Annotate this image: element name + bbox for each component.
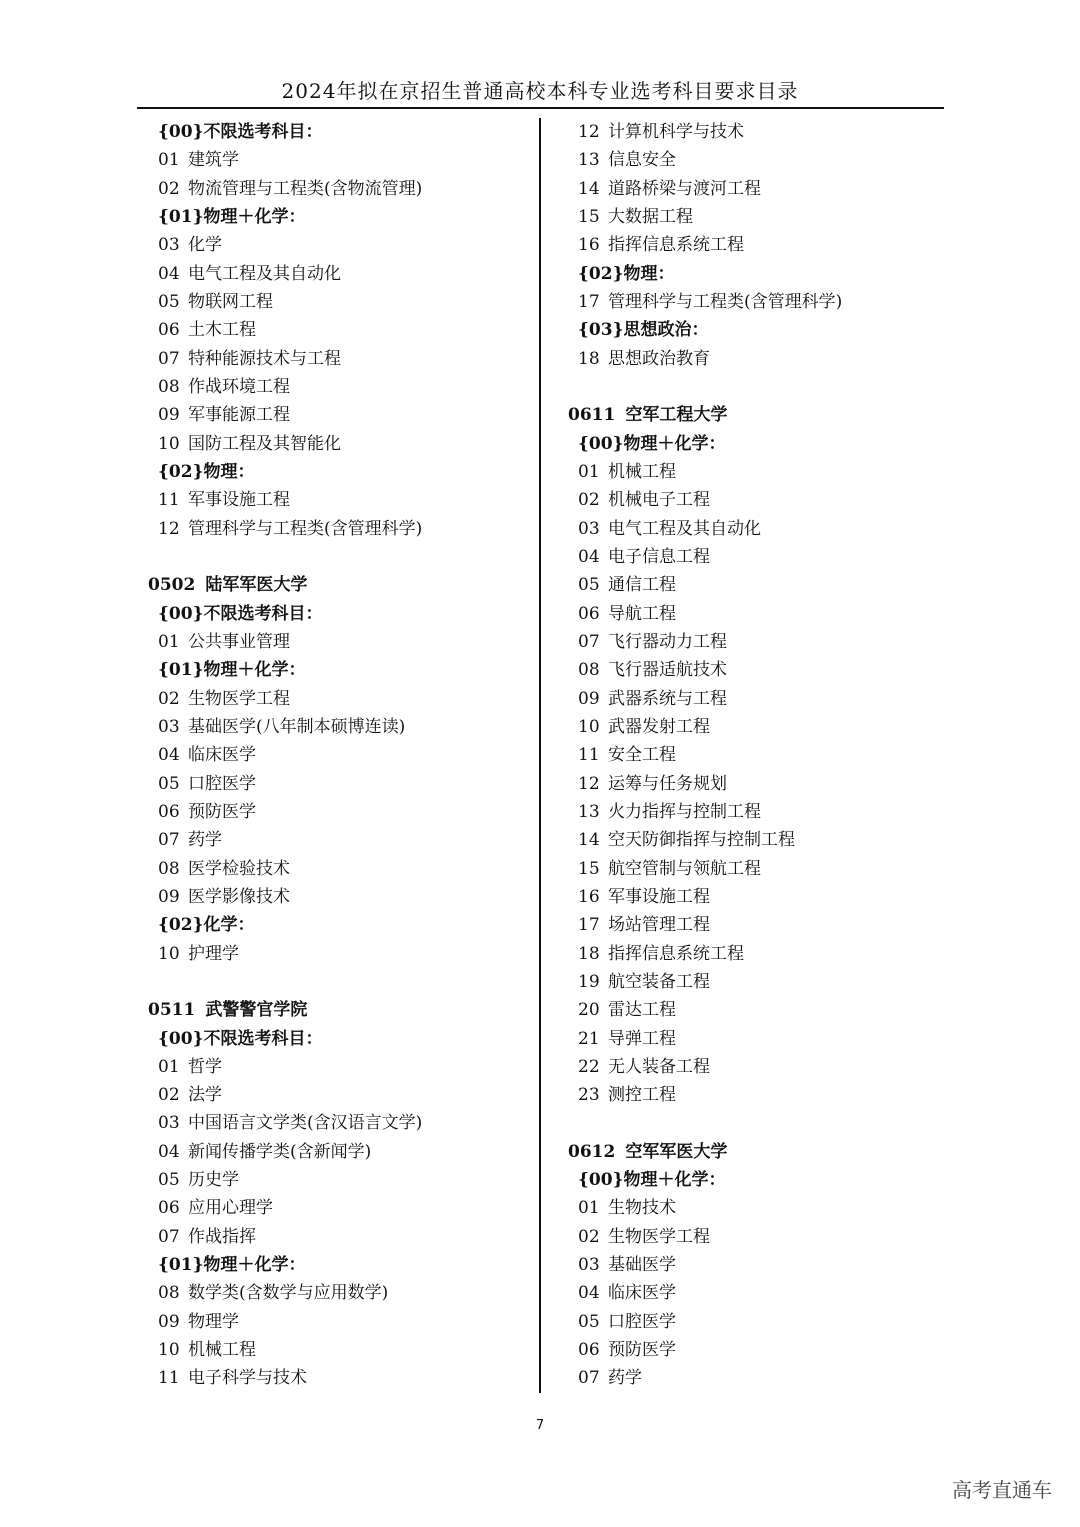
major-item bbox=[568, 741, 948, 769]
watermark: 高考直通车 bbox=[952, 1478, 1052, 1502]
major-item bbox=[568, 288, 948, 316]
major-name: 电子科学与技术 bbox=[188, 1368, 307, 1389]
major-number: 11 bbox=[578, 745, 600, 766]
major-name: 生物医学工程 bbox=[608, 1226, 710, 1247]
major-item bbox=[568, 146, 948, 174]
major-number: 10 bbox=[158, 943, 180, 964]
major-name: 管理科学与工程类(含管理科学) bbox=[608, 291, 843, 312]
major-number: 18 bbox=[578, 943, 600, 964]
major-name: 电气工程及其自动化 bbox=[188, 263, 341, 284]
major-number: 01 bbox=[158, 631, 180, 652]
major-name: 指挥信息系统工程 bbox=[608, 235, 744, 256]
major-number: 07 bbox=[578, 631, 600, 652]
major-name: 无人装备工程 bbox=[608, 1056, 710, 1077]
major-name: 空天防御指挥与控制工程 bbox=[608, 830, 795, 851]
section-spacer bbox=[148, 968, 533, 996]
major-item bbox=[568, 1364, 948, 1392]
major-name: 建筑学 bbox=[188, 150, 239, 171]
major-item bbox=[568, 996, 948, 1024]
major-number: 01 bbox=[578, 461, 600, 482]
major-name: 思想政治教育 bbox=[608, 348, 710, 369]
major-name: 国防工程及其智能化 bbox=[188, 433, 341, 454]
subject-group-heading: {02}化学： bbox=[158, 915, 255, 936]
major-item bbox=[568, 713, 948, 741]
major-item bbox=[148, 1081, 533, 1109]
major-number: 03 bbox=[158, 235, 180, 256]
major-item bbox=[568, 175, 948, 203]
major-item bbox=[148, 260, 533, 288]
major-item bbox=[568, 798, 948, 826]
institution-code: 0502 bbox=[148, 575, 196, 596]
major-number: 08 bbox=[158, 376, 180, 397]
major-item bbox=[148, 288, 533, 316]
major-name: 生物技术 bbox=[608, 1198, 676, 1219]
major-number: 23 bbox=[578, 1085, 600, 1106]
major-item bbox=[148, 146, 533, 174]
major-name: 机械电子工程 bbox=[608, 490, 710, 511]
institution-code: 0611 bbox=[568, 405, 616, 426]
major-number: 02 bbox=[158, 1085, 180, 1106]
major-number: 09 bbox=[158, 1311, 180, 1332]
major-number: 10 bbox=[158, 1340, 180, 1361]
major-item bbox=[568, 1025, 948, 1053]
major-number: 16 bbox=[578, 886, 600, 907]
major-name: 法学 bbox=[188, 1085, 222, 1106]
major-number: 03 bbox=[158, 716, 180, 737]
major-item bbox=[148, 1166, 533, 1194]
major-number: 07 bbox=[158, 830, 180, 851]
major-item bbox=[568, 118, 948, 146]
major-item bbox=[568, 911, 948, 939]
major-item bbox=[148, 1336, 533, 1364]
major-number: 09 bbox=[158, 886, 180, 907]
major-number: 13 bbox=[578, 801, 600, 822]
major-number: 11 bbox=[158, 1368, 180, 1389]
major-number: 05 bbox=[158, 1170, 180, 1191]
section-spacer bbox=[148, 543, 533, 571]
major-number: 15 bbox=[578, 206, 600, 227]
right-column bbox=[568, 118, 948, 1393]
major-number: 19 bbox=[578, 971, 600, 992]
major-number: 17 bbox=[578, 915, 600, 936]
major-name: 公共事业管理 bbox=[188, 631, 290, 652]
major-number: 05 bbox=[578, 575, 600, 596]
major-name: 生物医学工程 bbox=[188, 688, 290, 709]
major-number: 05 bbox=[158, 291, 180, 312]
major-number: 12 bbox=[578, 122, 600, 142]
major-item bbox=[148, 316, 533, 344]
major-name: 大数据工程 bbox=[608, 206, 693, 227]
major-item bbox=[568, 1251, 948, 1279]
major-name: 数学类(含数学与应用数学) bbox=[188, 1283, 389, 1304]
major-number: 09 bbox=[578, 688, 600, 709]
major-number: 22 bbox=[578, 1056, 600, 1077]
major-item bbox=[148, 486, 533, 514]
subject-group-heading: {01}物理＋化学： bbox=[158, 1255, 306, 1276]
major-number: 10 bbox=[578, 716, 600, 737]
major-name: 临床医学 bbox=[608, 1283, 676, 1304]
major-name: 航空管制与领航工程 bbox=[608, 858, 761, 879]
major-number: 03 bbox=[578, 1255, 600, 1276]
major-number: 03 bbox=[158, 1113, 180, 1134]
subject-group-heading: {02}物理： bbox=[158, 461, 255, 482]
major-item bbox=[568, 600, 948, 628]
major-name: 土木工程 bbox=[188, 320, 256, 341]
major-number: 02 bbox=[578, 490, 600, 511]
major-number: 04 bbox=[158, 263, 180, 284]
section-spacer bbox=[568, 1109, 948, 1137]
major-name: 基础医学 bbox=[608, 1255, 676, 1276]
major-item bbox=[568, 1053, 948, 1081]
major-item bbox=[568, 203, 948, 231]
major-name: 安全工程 bbox=[608, 745, 676, 766]
major-number: 05 bbox=[158, 773, 180, 794]
major-name: 航空装备工程 bbox=[608, 971, 710, 992]
major-item bbox=[148, 373, 533, 401]
major-item bbox=[148, 430, 533, 458]
subject-group-heading: {02}物理： bbox=[578, 263, 675, 284]
major-item bbox=[148, 1279, 533, 1307]
major-item bbox=[148, 713, 533, 741]
major-number: 02 bbox=[158, 688, 180, 709]
major-item bbox=[568, 826, 948, 854]
subject-group-heading: {01}物理＋化学： bbox=[158, 206, 306, 227]
major-number: 20 bbox=[578, 1000, 600, 1021]
major-name: 指挥信息系统工程 bbox=[608, 943, 744, 964]
major-item bbox=[568, 940, 948, 968]
major-item bbox=[148, 1109, 533, 1137]
major-name: 武器发射工程 bbox=[608, 716, 710, 737]
institution-name: 武警警官学院 bbox=[205, 1000, 308, 1021]
major-name: 基础医学(八年制本硕博连读) bbox=[188, 716, 406, 737]
major-name: 临床医学 bbox=[188, 745, 256, 766]
page-title: 2024年拟在京招生普通高校本科专业选考科目要求目录 bbox=[281, 79, 799, 103]
major-name: 中国语言文学类(含汉语言文学) bbox=[188, 1113, 423, 1134]
major-name: 护理学 bbox=[188, 943, 239, 964]
major-name: 雷达工程 bbox=[608, 1000, 676, 1021]
major-name: 药学 bbox=[608, 1368, 642, 1389]
major-item bbox=[148, 628, 533, 656]
major-item bbox=[568, 571, 948, 599]
major-item bbox=[148, 175, 533, 203]
major-number: 07 bbox=[158, 348, 180, 369]
left-column bbox=[148, 118, 533, 1393]
major-name: 机械工程 bbox=[608, 461, 676, 482]
subject-group-heading: {00}不限选考科目： bbox=[158, 1028, 323, 1049]
subject-group-heading: {00}不限选考科目： bbox=[158, 122, 323, 142]
major-number: 06 bbox=[158, 801, 180, 822]
major-number: 21 bbox=[578, 1028, 600, 1049]
major-item bbox=[148, 401, 533, 429]
major-number: 08 bbox=[158, 858, 180, 879]
major-name: 口腔医学 bbox=[608, 1311, 676, 1332]
major-number: 01 bbox=[158, 150, 180, 171]
major-number: 04 bbox=[578, 1283, 600, 1304]
major-name: 历史学 bbox=[188, 1170, 239, 1191]
major-name: 导航工程 bbox=[608, 603, 676, 624]
major-item bbox=[568, 543, 948, 571]
major-name: 预防医学 bbox=[608, 1340, 676, 1361]
subject-group-heading: {00}物理＋化学： bbox=[578, 433, 726, 454]
major-name: 特种能源技术与工程 bbox=[188, 348, 341, 369]
institution-code: 0612 bbox=[568, 1141, 616, 1162]
subject-group-heading: {03}思想政治： bbox=[578, 320, 709, 341]
major-number: 14 bbox=[578, 178, 600, 199]
major-item bbox=[568, 231, 948, 259]
major-name: 军事设施工程 bbox=[608, 886, 710, 907]
major-item bbox=[568, 685, 948, 713]
major-name: 导弹工程 bbox=[608, 1028, 676, 1049]
major-number: 16 bbox=[578, 235, 600, 256]
institution-name: 空军军医大学 bbox=[625, 1141, 728, 1162]
major-item bbox=[148, 798, 533, 826]
major-item bbox=[148, 826, 533, 854]
major-name: 军事设施工程 bbox=[188, 490, 290, 511]
major-item bbox=[568, 1223, 948, 1251]
major-number: 13 bbox=[578, 150, 600, 171]
major-item bbox=[148, 1138, 533, 1166]
major-number: 04 bbox=[578, 546, 600, 567]
subject-group-heading: {00}物理＋化学： bbox=[578, 1170, 726, 1191]
major-item bbox=[148, 741, 533, 769]
major-item bbox=[148, 1308, 533, 1336]
major-name: 管理科学与工程类(含管理科学) bbox=[188, 518, 423, 539]
major-number: 12 bbox=[578, 773, 600, 794]
major-name: 医学检验技术 bbox=[188, 858, 290, 879]
subject-group-heading: {01}物理＋化学： bbox=[158, 660, 306, 681]
title-rule bbox=[137, 107, 944, 109]
major-item bbox=[148, 1194, 533, 1222]
major-name: 化学 bbox=[188, 235, 222, 256]
major-item bbox=[148, 883, 533, 911]
major-number: 04 bbox=[158, 745, 180, 766]
major-name: 口腔医学 bbox=[188, 773, 256, 794]
major-item bbox=[568, 628, 948, 656]
major-item bbox=[148, 1223, 533, 1251]
major-name: 哲学 bbox=[188, 1056, 222, 1077]
major-item bbox=[568, 515, 948, 543]
major-item bbox=[148, 940, 533, 968]
major-number: 08 bbox=[158, 1283, 180, 1304]
major-name: 物流管理与工程类(含物流管理) bbox=[188, 178, 423, 199]
major-number: 02 bbox=[578, 1226, 600, 1247]
major-name: 武器系统与工程 bbox=[608, 688, 727, 709]
major-name: 预防医学 bbox=[188, 801, 256, 822]
major-number: 02 bbox=[158, 178, 180, 199]
major-name: 物理学 bbox=[188, 1311, 239, 1332]
major-item bbox=[148, 1364, 533, 1392]
major-item bbox=[568, 770, 948, 798]
major-name: 飞行器适航技术 bbox=[608, 660, 727, 681]
major-number: 15 bbox=[578, 858, 600, 879]
major-item bbox=[148, 345, 533, 373]
major-number: 01 bbox=[578, 1198, 600, 1219]
major-name: 作战环境工程 bbox=[188, 376, 290, 397]
major-number: 14 bbox=[578, 830, 600, 851]
major-item bbox=[568, 1308, 948, 1336]
major-name: 飞行器动力工程 bbox=[608, 631, 727, 652]
major-name: 电气工程及其自动化 bbox=[608, 518, 761, 539]
major-number: 06 bbox=[578, 1340, 600, 1361]
major-item bbox=[148, 515, 533, 543]
institution-name: 空军工程大学 bbox=[625, 405, 728, 426]
major-number: 04 bbox=[158, 1141, 180, 1162]
major-name: 计算机科学与技术 bbox=[608, 122, 744, 142]
major-number: 01 bbox=[158, 1056, 180, 1077]
major-item bbox=[568, 1081, 948, 1109]
major-number: 09 bbox=[158, 405, 180, 426]
major-number: 17 bbox=[578, 291, 600, 312]
major-name: 电子信息工程 bbox=[608, 546, 710, 567]
major-number: 05 bbox=[578, 1311, 600, 1332]
major-name: 应用心理学 bbox=[188, 1198, 273, 1219]
major-name: 作战指挥 bbox=[188, 1226, 256, 1247]
major-item bbox=[568, 656, 948, 684]
major-name: 运筹与任务规划 bbox=[608, 773, 727, 794]
major-number: 06 bbox=[578, 603, 600, 624]
major-item bbox=[568, 883, 948, 911]
major-name: 新闻传播学类(含新闻学) bbox=[188, 1141, 372, 1162]
major-item bbox=[568, 968, 948, 996]
subject-group-heading: {00}不限选考科目： bbox=[158, 603, 323, 624]
major-number: 18 bbox=[578, 348, 600, 369]
major-item bbox=[568, 855, 948, 883]
major-item bbox=[568, 1336, 948, 1364]
major-name: 物联网工程 bbox=[188, 291, 273, 312]
major-name: 场站管理工程 bbox=[608, 915, 710, 936]
major-number: 03 bbox=[578, 518, 600, 539]
major-number: 10 bbox=[158, 433, 180, 454]
major-item bbox=[148, 1053, 533, 1081]
major-name: 信息安全 bbox=[608, 150, 676, 171]
major-name: 机械工程 bbox=[188, 1340, 256, 1361]
major-number: 08 bbox=[578, 660, 600, 681]
institution-heading bbox=[568, 401, 948, 429]
major-name: 军事能源工程 bbox=[188, 405, 290, 426]
major-number: 11 bbox=[158, 490, 180, 511]
major-item bbox=[568, 345, 948, 373]
major-item bbox=[568, 1194, 948, 1222]
major-item bbox=[148, 231, 533, 259]
major-number: 06 bbox=[158, 320, 180, 341]
institution-heading bbox=[148, 571, 533, 599]
major-name: 火力指挥与控制工程 bbox=[608, 801, 761, 822]
major-item bbox=[148, 685, 533, 713]
major-item bbox=[568, 486, 948, 514]
major-number: 12 bbox=[158, 518, 180, 539]
institution-code: 0511 bbox=[148, 1000, 196, 1021]
major-number: 07 bbox=[578, 1368, 600, 1389]
section-spacer bbox=[568, 373, 948, 401]
major-item bbox=[568, 1279, 948, 1307]
major-name: 通信工程 bbox=[608, 575, 676, 596]
page-number: 7 bbox=[535, 1418, 545, 1433]
major-name: 测控工程 bbox=[608, 1085, 676, 1106]
major-number: 07 bbox=[158, 1226, 180, 1247]
major-name: 医学影像技术 bbox=[188, 886, 290, 907]
column-divider bbox=[539, 118, 541, 1393]
major-item bbox=[148, 855, 533, 883]
institution-heading bbox=[568, 1138, 948, 1166]
institution-heading bbox=[148, 996, 533, 1024]
institution-name: 陆军军医大学 bbox=[205, 575, 308, 596]
major-item bbox=[568, 458, 948, 486]
major-number: 06 bbox=[158, 1198, 180, 1219]
major-name: 药学 bbox=[188, 830, 222, 851]
major-name: 道路桥梁与渡河工程 bbox=[608, 178, 761, 199]
major-item bbox=[148, 770, 533, 798]
